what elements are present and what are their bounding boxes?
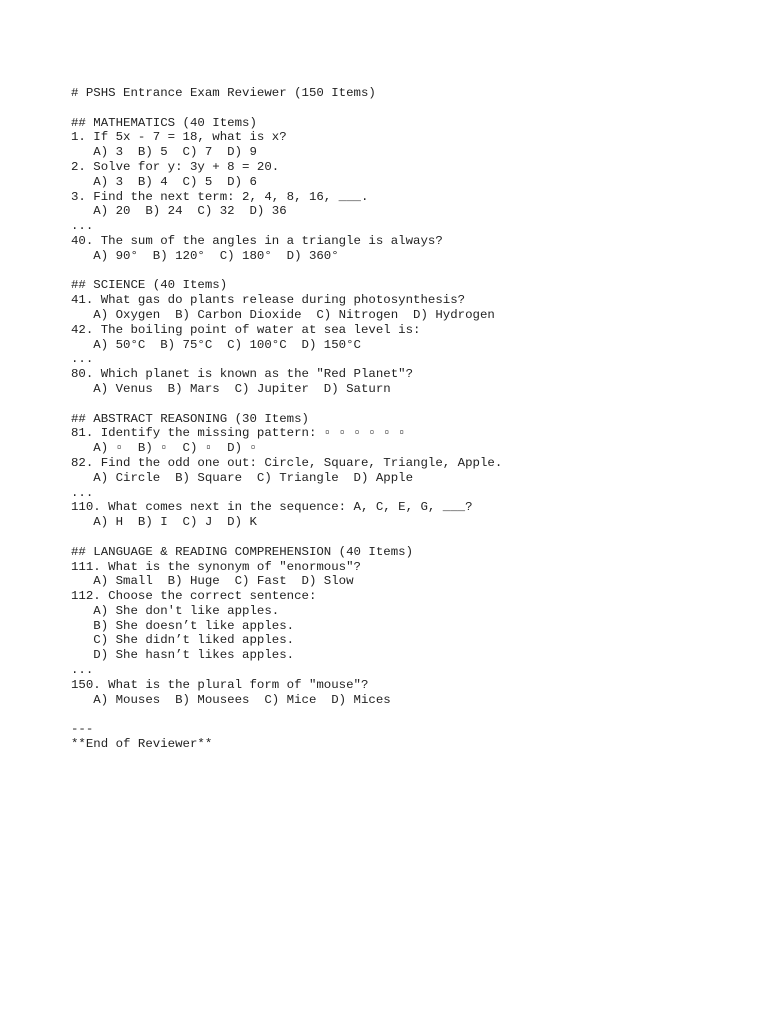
question-40: 40. The sum of the angles in a triangle is always? bbox=[71, 233, 443, 248]
choices-81: A) ▫ B) ▫ C) ▫ D) ▫ bbox=[71, 441, 257, 456]
section-heading-language: ## LANGUAGE & READING COMPREHENSION (40 Items) bbox=[71, 544, 414, 559]
blank-line bbox=[71, 101, 731, 116]
ellipsis: ... bbox=[71, 219, 94, 234]
question-81: 81. Identify the missing pattern: ▫ ▫ ▫ ▫ ▫ ▫ bbox=[71, 426, 406, 441]
choices-80: A) Venus B) Mars C) Jupiter D) Saturn bbox=[71, 381, 391, 396]
end-of-reviewer: **End of Reviewer** bbox=[71, 737, 213, 752]
choices-2: A) 3 B) 4 C) 5 D) 6 bbox=[71, 174, 257, 189]
choices-110: A) H B) I C) J D) K bbox=[71, 515, 257, 530]
question-80: 80. Which planet is known as the "Red Planet"? bbox=[71, 367, 414, 382]
choices-150: A) Mouses B) Mousees C) Mice D) Mices bbox=[71, 692, 391, 707]
question-41: 41. What gas do plants release during photosynthesis? bbox=[71, 293, 466, 308]
question-1: 1. If 5x - 7 = 18, what is x? bbox=[71, 130, 287, 145]
choices-42: A) 50°C B) 75°C C) 100°C D) 150°C bbox=[71, 337, 361, 352]
question-150: 150. What is the plural form of "mouse"? bbox=[71, 677, 369, 692]
ellipsis: ... bbox=[71, 663, 94, 678]
question-2: 2. Solve for y: 3y + 8 = 20. bbox=[71, 159, 280, 174]
ellipsis: ... bbox=[71, 485, 94, 500]
choice-112-c: C) She didn’t liked apples. bbox=[71, 633, 295, 648]
blank-line bbox=[71, 264, 731, 279]
blank-line bbox=[71, 707, 731, 722]
section-heading-science: ## SCIENCE (40 Items) bbox=[71, 278, 228, 293]
choice-112-a: A) She don't like apples. bbox=[71, 603, 280, 618]
choice-112-d: D) She hasn’t likes apples. bbox=[71, 648, 295, 663]
choices-111: A) Small B) Huge C) Fast D) Slow bbox=[71, 574, 354, 589]
choices-3: A) 20 B) 24 C) 32 D) 36 bbox=[71, 204, 287, 219]
question-3: 3. Find the next term: 2, 4, 8, 16, ___. bbox=[71, 189, 369, 204]
choices-1: A) 3 B) 5 C) 7 D) 9 bbox=[71, 145, 257, 160]
choices-82: A) Circle B) Square C) Triangle D) Apple bbox=[71, 470, 414, 485]
question-112: 112. Choose the correct sentence: bbox=[71, 589, 317, 604]
ellipsis: ... bbox=[71, 352, 94, 367]
question-82: 82. Find the odd one out: Circle, Square, Triangle, Apple. bbox=[71, 455, 503, 470]
document-title: # PSHS Entrance Exam Reviewer (150 Items) bbox=[71, 86, 376, 100]
blank-line bbox=[71, 397, 731, 412]
choices-41: A) Oxygen B) Carbon Dioxide C) Nitrogen D) Hydrogen bbox=[71, 307, 495, 322]
section-heading-mathematics: ## MATHEMATICS (40 Items) bbox=[71, 115, 257, 130]
horizontal-rule-markup: --- bbox=[71, 722, 94, 737]
reviewer-document bbox=[71, 86, 731, 752]
blank-line bbox=[71, 530, 731, 545]
question-111: 111. What is the synonym of "enormous"? bbox=[71, 559, 361, 574]
choices-40: A) 90° B) 120° C) 180° D) 360° bbox=[71, 248, 339, 263]
question-42: 42. The boiling point of water at sea level is: bbox=[71, 322, 421, 337]
section-heading-abstract-reasoning: ## ABSTRACT REASONING (30 Items) bbox=[71, 411, 309, 426]
question-110: 110. What comes next in the sequence: A, C, E, G, ___? bbox=[71, 500, 473, 515]
choice-112-b: B) She doesn’t like apples. bbox=[71, 618, 295, 633]
